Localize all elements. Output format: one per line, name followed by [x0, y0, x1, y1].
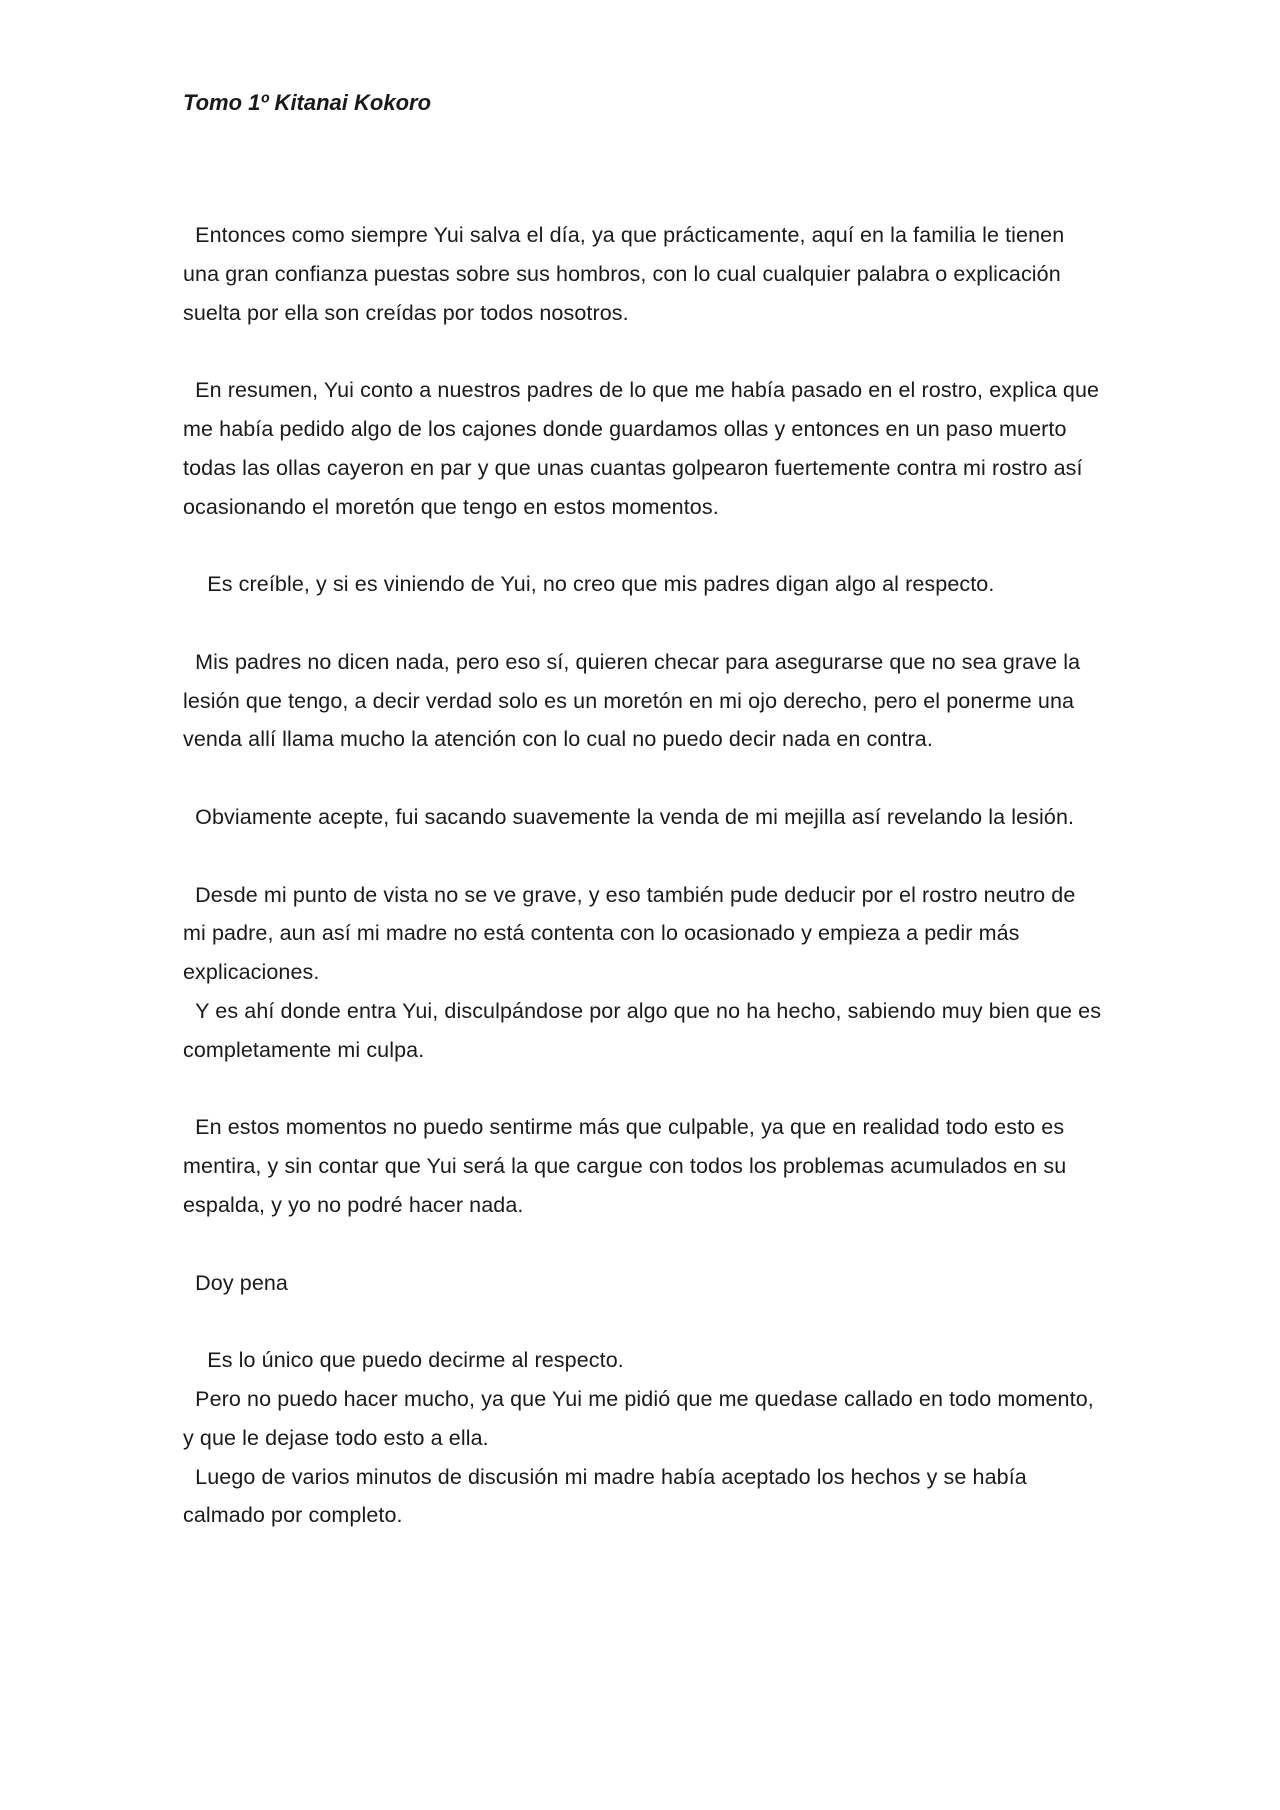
paragraph: Desde mi punto de vista no se ve grave, y eso también pude deducir por el rostro neutro de mi padre, aun así mi madre no está contenta con lo ocasionado y empieza a pedir más explicaciones.: [183, 882, 1082, 985]
paragraph: Doy pena: [183, 1270, 288, 1295]
paragraph: En resumen, Yui conto a nuestros padres de lo que me había pasado en el rostro, explica que me había pedido algo de los cajones donde guardamos ollas y entonces en un paso muerto todas las ollas cayeron en par y que unas cuantas golpearon fuertemente contra mi rostro así ocasionando el moretón que tengo en estos momentos.: [183, 378, 1106, 519]
paragraph-spacer: [183, 759, 1103, 798]
document-body: [183, 216, 1108, 1535]
paragraph-spacer: [183, 604, 1103, 643]
document-header: Tomo 1º Kitanai Kokoro: [183, 90, 432, 115]
paragraph-spacer: [183, 837, 1103, 876]
paragraph: En estos momentos no puedo sentirme más que culpable, ya que en realidad todo esto es mentira, y sin contar que Yui será la que cargue con todos los problemas acumulados en su espalda, y yo no podré hacer nada.: [183, 1115, 1073, 1217]
paragraph-spacer: [183, 1070, 1103, 1109]
paragraph: Luego de varios minutos de discusión mi madre había aceptado los hechos y se había calmado por completo.: [183, 1464, 1033, 1528]
paragraph: Y es ahí donde entra Yui, disculpándose por algo que no ha hecho, sabiendo muy bien que es completamente mi culpa.: [183, 998, 1108, 1062]
paragraph-spacer: [183, 1302, 1103, 1341]
paragraph: Obviamente acepte, fui sacando suavemente la venda de mi mejilla así revelando la lesión.: [183, 804, 1075, 829]
paragraph: Es lo único que puedo decirme al respecto.: [183, 1348, 624, 1373]
paragraph: Entonces como siempre Yui salva el día, ya que prácticamente, aquí en la familia le tienen una gran confianza puestas sobre sus hombros, con lo cual cualquier palabra o explicación suelta por ella son creídas por todos nosotros.: [183, 223, 1071, 325]
paragraph: Es creíble, y si es viniendo de Yui, no creo que mis padres digan algo al respecto.: [183, 572, 995, 597]
paragraph-spacer: [183, 332, 1103, 371]
paragraph: Pero no puedo hacer mucho, ya que Yui me pidió que me quedase callado en todo momento, y que le dejase todo esto a ella.: [183, 1386, 1100, 1450]
paragraph: Mis padres no dicen nada, pero eso sí, quieren checar para asegurarse que no sea grave la lesión que tengo, a decir verdad solo es un moretón en mi ojo derecho, pero el ponerme una venda allí llama mucho la atención con lo cual no puedo decir nada en contra.: [183, 649, 1087, 752]
paragraph-spacer: [183, 1225, 1103, 1264]
paragraph-spacer: [183, 526, 1103, 565]
